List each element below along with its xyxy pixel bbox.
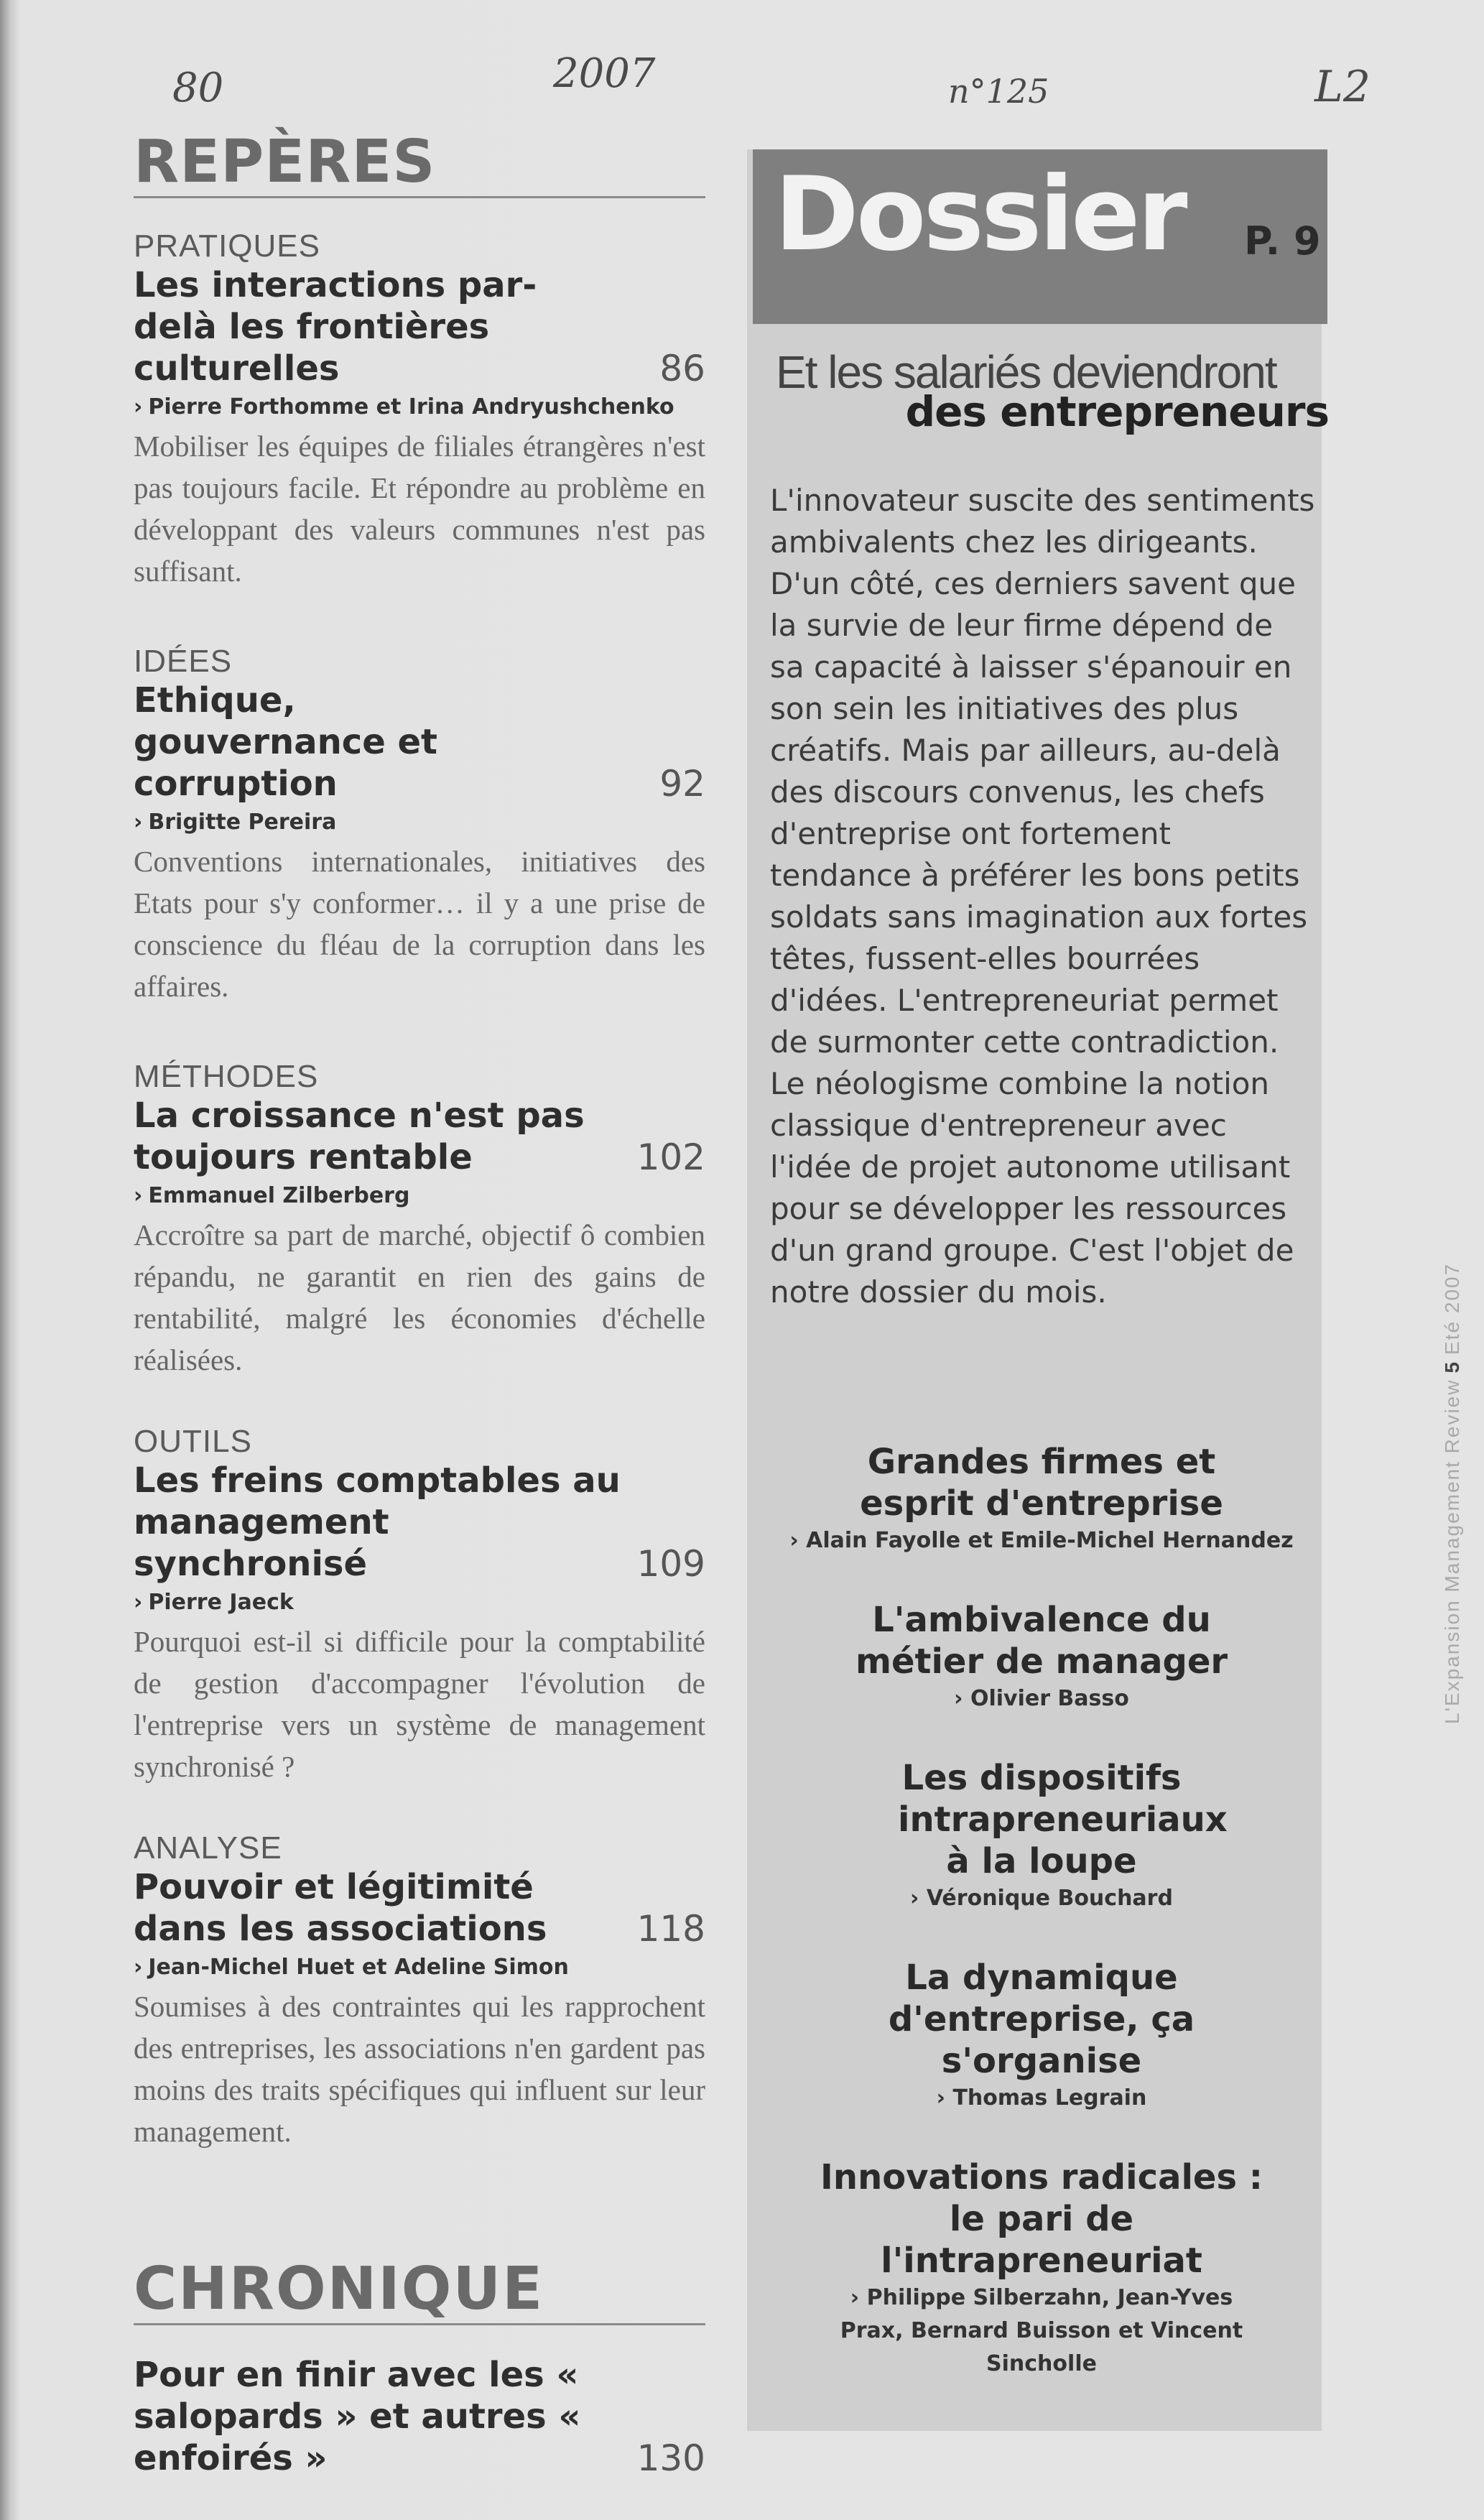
article-title[interactable]: Les interactions par-delà les frontières culturelles 86: [134, 265, 705, 389]
section-category: ANALYSE: [134, 1830, 282, 1866]
section-category: PRATIQUES: [134, 228, 321, 264]
dossier-article-list: [783, 1441, 1300, 2422]
dossier-article-author: › Alain Fayolle et Emile-Michel Hernandez: [789, 1528, 1294, 1553]
article-summary: Pourquoi est-il si difficile pour la comptabilité de gestion d'accompagner l'évolution de l'entreprise vers un système de management synchronisé ?: [134, 1625, 705, 1783]
page-number: 109: [636, 1543, 705, 1585]
list-item[interactable]: [783, 1757, 1300, 1915]
chevron-right-icon: ›: [134, 810, 143, 835]
handwritten-code: L2: [1314, 62, 1371, 112]
section-category: MÉTHODES: [134, 1059, 319, 1094]
article-summary: Soumises à des contraintes qui les rapprochent des entreprises, les associations n'en gardent pas moins des traits spécifiques qui influent sur leur management.: [134, 1990, 705, 2148]
publication-season: Eté 2007: [1441, 1262, 1463, 1355]
dossier-article-title: La dynamique d'entreprise, ça s'organise: [888, 1958, 1195, 2081]
chevron-right-icon: ›: [789, 1528, 807, 1553]
section-outils: [134, 1424, 705, 1787]
page-number: 92: [659, 763, 705, 805]
article-title[interactable]: Les freins comptables au management synchronisé 109: [134, 1460, 705, 1585]
dossier-article-title: Innovations radicales : le pari de l'intrapreneuriat: [820, 2157, 1263, 2281]
chevron-right-icon: ›: [134, 1183, 143, 1208]
dossier-article-title: L'ambivalence du métier de manager: [855, 1600, 1228, 1682]
article-summary: Accroître sa part de marché, objectif ô combien répandu, ne garantit en rien des gains de rentabilité, malgré les économies d'échelle réalisées.: [134, 1218, 705, 1376]
dossier-article-title: Grandes firmes et esprit d'entreprise: [860, 1442, 1223, 1524]
handwritten-year: 2007: [553, 50, 656, 97]
dossier-dek-line1: Et les salariés deviendront: [776, 346, 1276, 398]
article-summary: Conventions internationales, initiatives des Etats pour s'y conformer… il y a une prise de conscience du fléau de la corruption dans les affaires.: [134, 845, 705, 1003]
section-category: OUTILS: [134, 1424, 252, 1459]
section-pratiques: [134, 228, 705, 592]
list-item[interactable]: [783, 2157, 1300, 2381]
article-author: › Brigitte Pereira: [134, 810, 337, 835]
list-item[interactable]: [783, 1441, 1300, 1557]
chevron-right-icon: ›: [936, 2085, 953, 2111]
page-number: 130: [636, 2437, 705, 2479]
handwritten-number-left: 80: [172, 65, 224, 111]
page-number: 118: [636, 1908, 705, 1950]
article-title[interactable]: La croissance n'est pas toujours rentable 102: [134, 1095, 705, 1178]
handwritten-issue: n°125: [948, 72, 1049, 111]
section-category: IDÉES: [134, 644, 233, 679]
article-author: › Jean-Michel Huet et Adeline Simon: [134, 1955, 569, 1980]
section-analyse: [134, 1830, 705, 2152]
dossier-article-title: Les dispositifs intrapreneuriaux à la loupe: [898, 1758, 1228, 1881]
publication-name: L'Expansion Management Review: [1441, 1379, 1463, 1724]
chronique-heading: CHRONIQUE: [134, 2260, 705, 2325]
dossier-column: [747, 149, 1329, 2431]
article-title[interactable]: Pouvoir et légitimité dans les associations 118: [134, 1867, 705, 1950]
chronique-article-title[interactable]: Pour en finir avec les « salopards » et autres « enfoirés » 130: [134, 2355, 705, 2479]
reperes-heading: REPÈRES: [134, 133, 705, 198]
page-folio: [1441, 1263, 1464, 1724]
article-author: › Pierre Forthomme et Irina Andryushchenko: [134, 394, 674, 420]
dossier-article-author: › Thomas Legrain: [936, 2085, 1147, 2111]
article-title[interactable]: Ethique, gouvernance et corruption 92: [134, 680, 705, 805]
dossier-article-author: › Véronique Bouchard: [910, 1886, 1173, 1911]
chevron-right-icon: ›: [850, 2285, 867, 2310]
dossier-banner: [753, 149, 1327, 324]
article-author: › Emmanuel Zilberberg: [134, 1183, 410, 1208]
list-item[interactable]: [783, 1599, 1300, 1715]
folio-page-number: 5: [1441, 1360, 1463, 1374]
dossier-article-author: › Philippe Silberzahn, Jean-Yves Prax, Bernard Buisson et Vincent Sincholle: [840, 2285, 1243, 2376]
page-number: 102: [636, 1136, 705, 1178]
section-chronique: [134, 2255, 705, 2479]
chevron-right-icon: ›: [134, 1590, 143, 1615]
article-author: › Pierre Jaeck: [134, 1590, 294, 1615]
chevron-right-icon: ›: [134, 1955, 143, 1980]
dossier-label: Dossier: [774, 155, 1185, 274]
section-idees: [134, 644, 705, 1007]
chevron-right-icon: ›: [954, 1686, 970, 1711]
dossier-page-number: P. 9: [1244, 218, 1321, 264]
page-number: 86: [659, 348, 705, 389]
article-summary: Mobiliser les équipes de filiales étrangères n'est pas toujours facile. Et répondre au problème en développant des valeurs communes n'est pas suffisant.: [134, 430, 705, 588]
section-methodes: [134, 1059, 705, 1381]
chevron-right-icon: ›: [910, 1886, 927, 1911]
dossier-dek-line2: des entrepreneurs: [905, 387, 1329, 436]
list-item[interactable]: [783, 1957, 1300, 2115]
reperes-column: [134, 128, 705, 2479]
chevron-right-icon: ›: [134, 394, 143, 420]
dossier-intro: L'innovateur suscite des sentiments ambivalents chez les dirigeants. D'un côté, ces derniers savent que la survie de leur firme dépend de sa capacité à laisser s'épanouir en son sein les initiatives des plus créatifs. Mais par ailleurs, au-delà des discours convenus, les chefs d'entreprise ont fortement tendance à préférer les bons petits soldats sans imagination aux fortes têtes, fussent-elles bourrées d'idées. L'entrepreneuriat permet de surmonter cette contradiction. Le néologisme combine la notion classique d'entrepreneur avec l'idée de projet autonome utilisant pour se développer les ressources d'un grand groupe. C'est l'objet de notre dossier du mois.: [770, 483, 1315, 1310]
dossier-article-author: › Olivier Basso: [954, 1686, 1129, 1711]
